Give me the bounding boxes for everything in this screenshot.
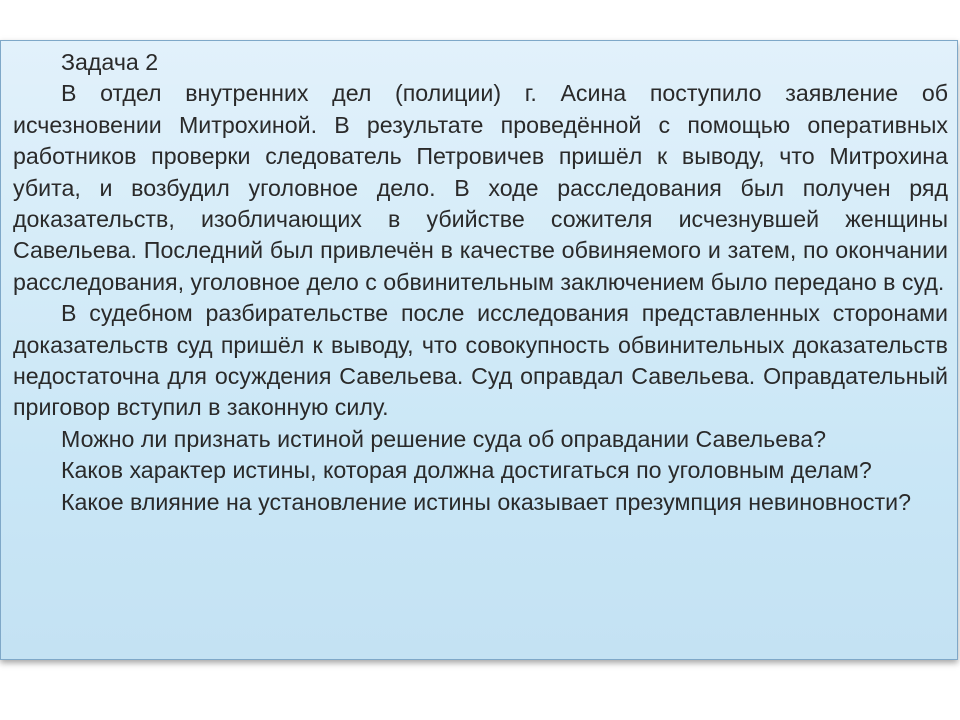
task-heading: Задача 2 <box>61 49 159 75</box>
case-description-paragraph: В отдел внутренних дел (полиции) г. Асина поступило заявление об исчезновении Митрохиной. В результате проведённой с помощью оперативных работников проверки следователь Петровичев пришёл к выводу, что Митрохина убита, и возбудил уголовное дело. В ходе расследования был получен ряд доказательств, изобличающих в убийстве сожителя исчезнувшей женщины Савельева. Последний был привлечён в качестве обвиняемого и затем, по окончании расследования, уголовное дело с обвинительным заключением было передано в суд. <box>13 80 948 295</box>
question-presumption-of-innocence: Какое влияние на установление истины оказывает презумпция невиновности? <box>61 488 911 515</box>
task-text <box>13 47 948 518</box>
task-panel <box>0 40 958 660</box>
question-truth-acquittal: Можно ли признать истиной решение суда об оправдании Савельева? <box>61 425 826 452</box>
question-nature-of-truth: Каков характер истины, которая должна достигаться по уголовным делам? <box>61 457 872 484</box>
court-decision-paragraph: В судебном разбирательстве после исследования представленных сторонами доказательств суд пришёл к выводу, что совокупность обвинительных доказательств недостаточна для осуждения Савельева. Суд оправдал Савельева. Оправдательный приговор вступил в законную силу. <box>13 300 948 421</box>
